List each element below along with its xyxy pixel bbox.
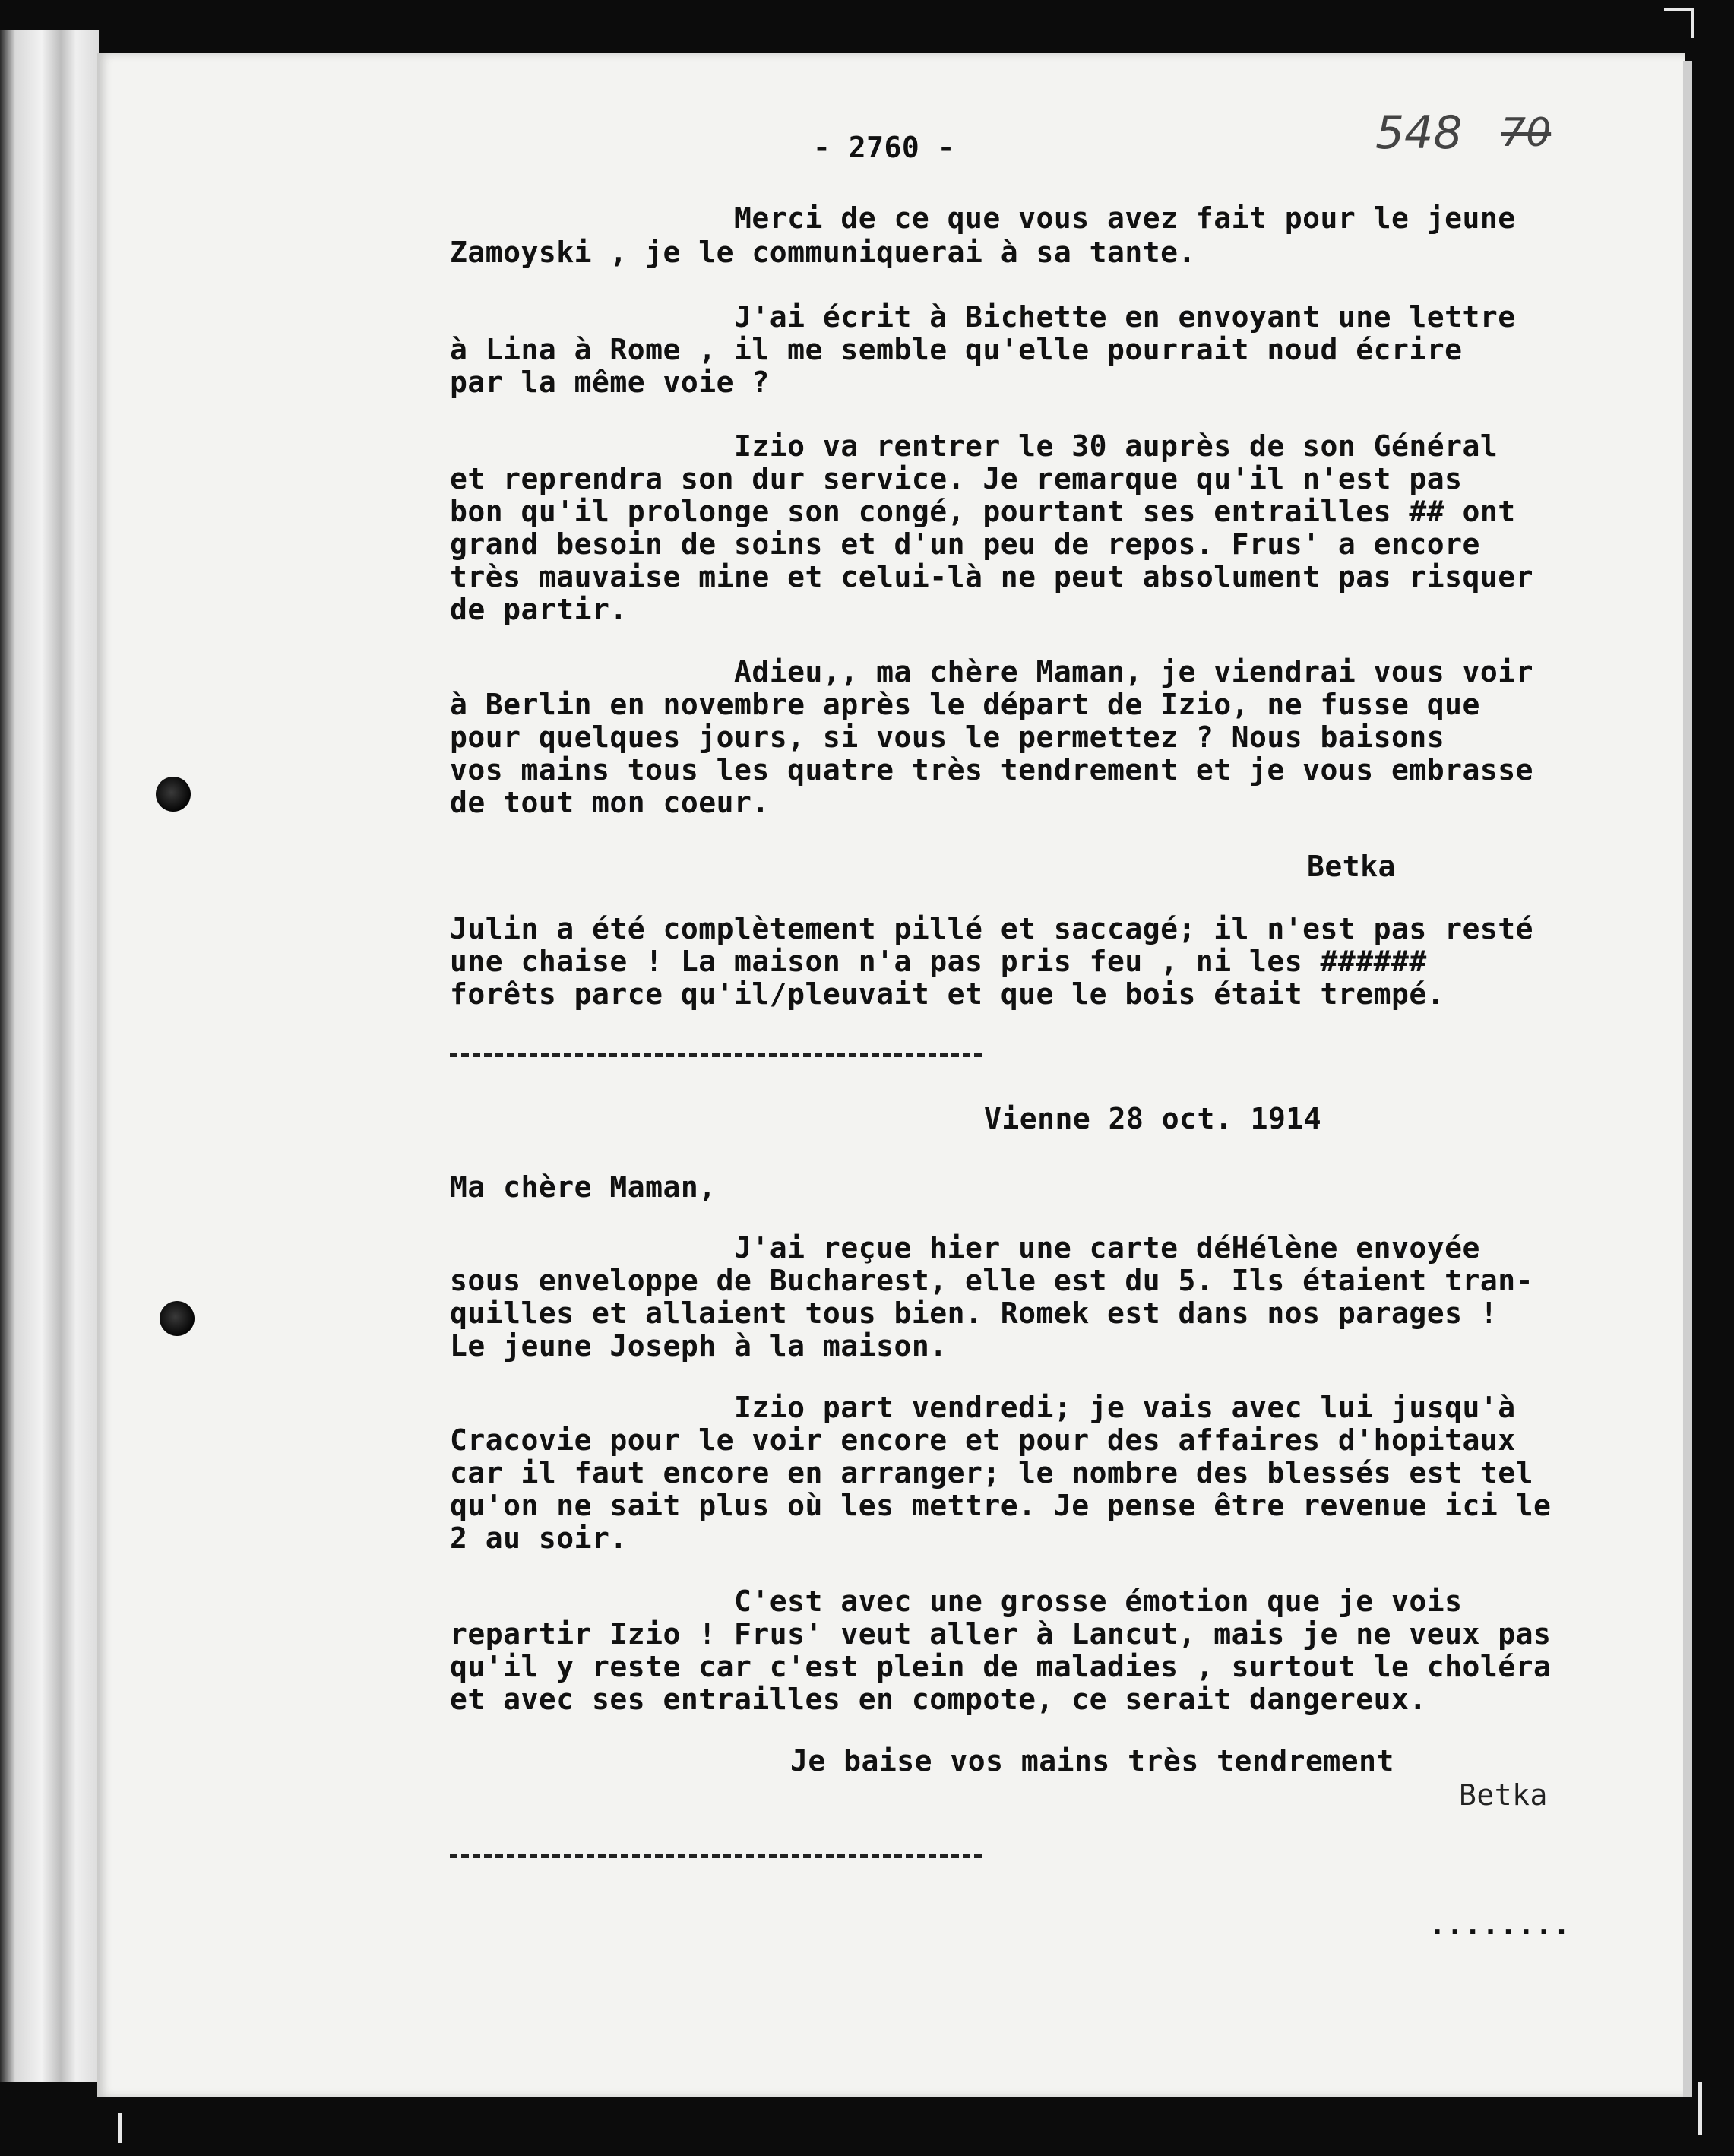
separator-rule bbox=[450, 1854, 982, 1858]
letter2-line: qu'il y reste car c'est plein de maladies , surtout le choléra bbox=[450, 1650, 1552, 1683]
letter1-postscript-line: Julin a été complètement pillé et saccagé; il n'est pas resté bbox=[450, 912, 1534, 945]
letter1-line: grand besoin de soins et d'un peu de repos. Frus' a encore bbox=[450, 527, 1480, 561]
letter2-closing: Je baise vos mains très tendrement bbox=[790, 1744, 1394, 1778]
letter2-line: repartir Izio ! Frus' veut aller à Lancut, mais je ne veux pas bbox=[450, 1617, 1552, 1651]
letter1-line: Izio va rentrer le 30 auprès de son Général bbox=[450, 429, 1498, 463]
punch-hole bbox=[156, 777, 191, 812]
corner-mark bbox=[1698, 2082, 1702, 2135]
punch-hole bbox=[160, 1301, 195, 1336]
page-number: - 2760 - bbox=[813, 131, 956, 164]
letter1-signature: Betka bbox=[1307, 850, 1396, 883]
trailing-dots: ........ bbox=[1429, 1907, 1571, 1941]
letter1-line: et reprendra son dur service. Je remarque qu'il n'est pas bbox=[450, 462, 1463, 495]
letter2-line: C'est avec une grosse émotion que je vois bbox=[450, 1585, 1463, 1618]
letter2-line: et avec ses entrailles en compote, ce serait dangereux. bbox=[450, 1683, 1427, 1716]
letter1-line: par la même voie ? bbox=[450, 366, 770, 399]
letter1-line: J'ai écrit à Bichette en envoyant une lettre bbox=[450, 300, 1516, 334]
letter1-postscript-line: une chaise ! La maison n'a pas pris feu , ni les ###### bbox=[450, 945, 1427, 978]
corner-mark bbox=[1691, 8, 1694, 38]
letter2-line: Cracovie pour le voir encore et pour des affaires d'hopitaux bbox=[450, 1423, 1516, 1457]
letter1-line: à Berlin en novembre après le départ de Izio, ne fusse que bbox=[450, 688, 1480, 721]
letter2-line: sous enveloppe de Bucharest, elle est du 5. Ils étaient tran- bbox=[450, 1264, 1534, 1297]
letter1-line: Adieu,, ma chère Maman, je viendrai vous voir bbox=[450, 655, 1534, 689]
letter1-line: à Lina à Rome , il me semble qu'elle pourrait noud écrire bbox=[450, 333, 1463, 366]
letter2-place-date: Vienne 28 oct. 1914 bbox=[984, 1102, 1322, 1135]
binder-background bbox=[0, 30, 99, 2082]
letter2-line: 2 au soir. bbox=[450, 1521, 628, 1555]
separator-rule bbox=[450, 1053, 982, 1057]
letter1-line: de partir. bbox=[450, 593, 628, 626]
handwritten-folio: 548 bbox=[1375, 106, 1463, 160]
letter1-line: très mauvaise mine et celui-là ne peut absolument pas risquer bbox=[450, 560, 1534, 594]
corner-mark bbox=[1664, 8, 1694, 11]
page-edge bbox=[1683, 61, 1692, 2097]
letter2-line: Le jeune Joseph à la maison. bbox=[450, 1329, 948, 1363]
letter1-line: Merci de ce que vous avez fait pour le jeune bbox=[450, 201, 1516, 235]
letter1-postscript-line: forêts parce qu'il/pleuvait et que le bois était trempé. bbox=[450, 977, 1445, 1011]
corner-mark bbox=[118, 2113, 122, 2143]
letter2-line: car il faut encore en arranger; le nombre des blessés est tel bbox=[450, 1456, 1534, 1490]
letter1-line: vos mains tous les quatre très tendrement et je vous embrasse bbox=[450, 753, 1534, 787]
letter1-line: bon qu'il prolonge son congé, pourtant ses entrailles ## ont bbox=[450, 495, 1516, 528]
letter2-line: Izio part vendredi; je vais avec lui jusqu'à bbox=[450, 1391, 1516, 1424]
letter1-line: Zamoyski , je le communiquerai à sa tante. bbox=[450, 236, 1196, 269]
letter1-line: pour quelques jours, si vous le permettez ? Nous baisons bbox=[450, 720, 1445, 754]
letter1-line: de tout mon coeur. bbox=[450, 786, 770, 819]
letter2-signature: Betka bbox=[1459, 1778, 1548, 1812]
letter2-line: J'ai reçue hier une carte déHélène envoyée bbox=[450, 1231, 1480, 1265]
letter2-line: quilles et allaient tous bien. Romek est dans nos parages ! bbox=[450, 1296, 1498, 1330]
handwritten-folio-crossed: 70 bbox=[1501, 110, 1552, 156]
letter2-salutation: Ma chère Maman, bbox=[450, 1170, 717, 1204]
letter2-line: qu'on ne sait plus où les mettre. Je pense être revenue ici le bbox=[450, 1489, 1552, 1522]
